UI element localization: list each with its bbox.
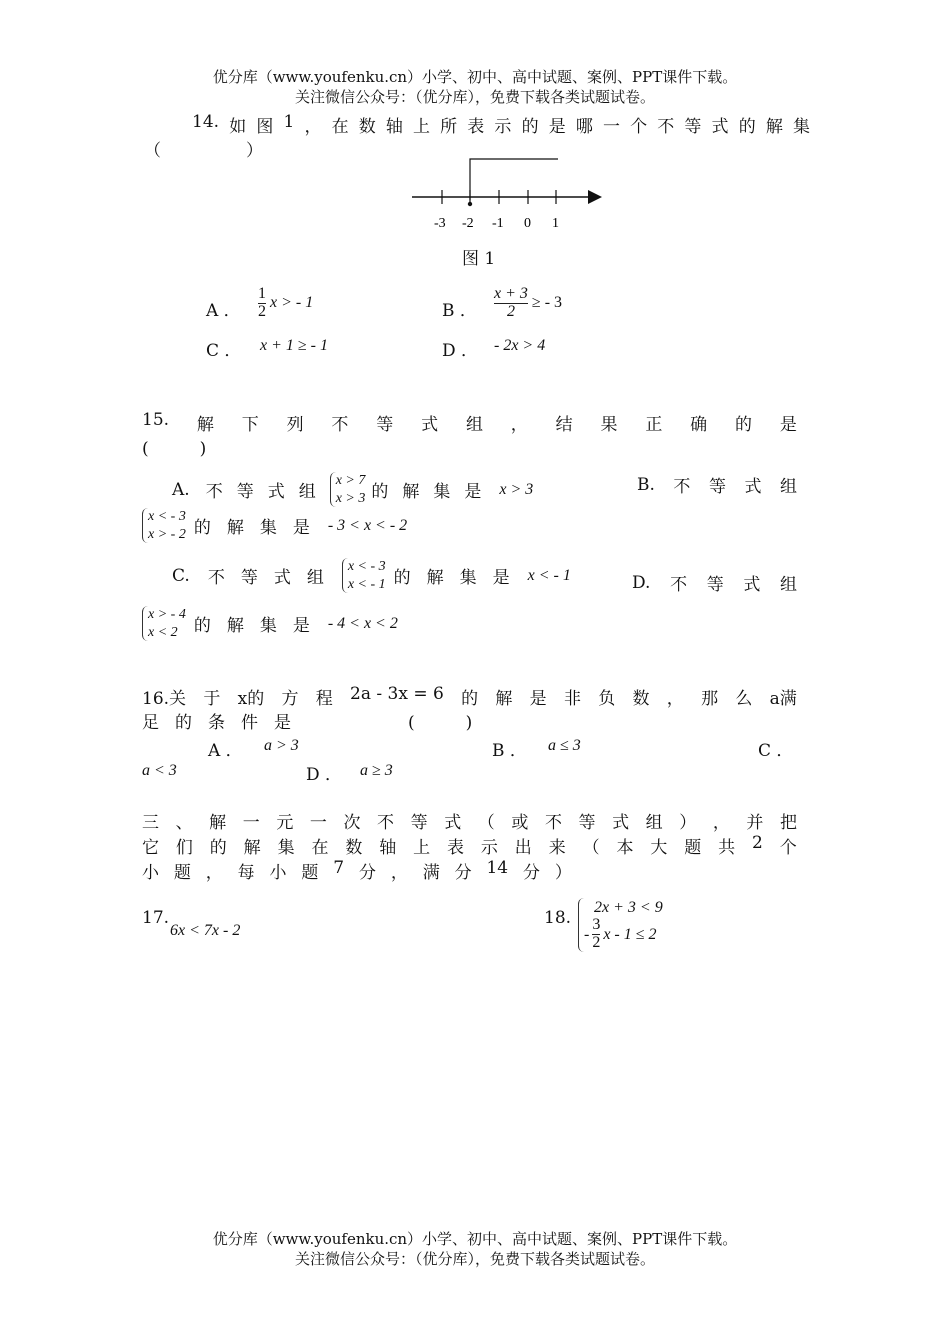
q14-stem-char: 示 [494,117,512,137]
section3-heading-line-2 [142,833,797,858]
q16-option-a-label: A ． [208,741,243,761]
tick-label: -2 [462,216,474,231]
section3-char: 题 [173,863,191,883]
footer-line-2: 关注微信公众号：（优分库），免费下载各类试题试卷。 [294,1250,655,1268]
tick-label: 1 [552,216,559,231]
section3-char: 满 [422,863,440,883]
q14-stem-char: 1 [283,112,295,132]
q14-stem-char: 等 [684,117,702,137]
section3-char: 出 [514,838,532,858]
tick-label: 0 [524,216,531,231]
q14-stem-char: 个 [630,117,648,137]
q16-stem-char: 足 [142,713,159,733]
section3-heading-line-3 [142,858,572,883]
q15-stem-char: 确 [690,415,708,435]
q15-stem-char: 等 [376,415,394,435]
q14-stem-char: 式 [711,117,729,137]
q14-stem-char: ， [304,117,322,137]
header-line-1: 优分库（www.youfenku.cn）小学、初中、高中试题、案例、PPT课件下载。 [212,68,738,86]
q14-stem-char: 所 [440,117,458,137]
q14-stem-char: 在 [331,117,349,137]
section3-char: 们 [175,838,193,858]
section3-char: 解 [209,813,227,833]
q15-stem-char: 15. [142,410,170,430]
q15-option-b-prefix: B. 不 等 式 组 [637,474,797,497]
section3-char: 三 [142,813,159,833]
q16-stem-line-2 [142,708,291,733]
tick-label: -1 [492,216,504,231]
section3-char: 解 [243,838,261,858]
q14-stem-char: 一 [602,117,620,137]
section3-char: （ [582,838,600,858]
section3-char: 上 [413,838,431,858]
section3-char: 来 [548,838,566,858]
q15-stem-char: 结 [555,415,573,435]
tick-label: -3 [434,216,446,231]
q15-option-a: A. 不 等 式 组 x > 7 x > 3 的 解 集 是 x > 3 [172,473,534,506]
q15-stem-char: 的 [735,415,753,435]
q15-option-d: x > - 4 x < 2 的 解 集 是 - 4 < x < 2 [142,606,398,641]
q16-option-d: a ≥ 3 [360,762,393,779]
q16-option-d-label: D ． [306,765,343,785]
section3-char: 一 [309,813,327,833]
section3-char: 本 [616,838,634,858]
q16-option-c-label: C ． [758,741,794,761]
section3-char: 题 [684,838,702,858]
section3-char: 不 [544,813,562,833]
q16-stem-char: 负 [598,689,616,709]
number-line-arrow-icon [588,190,602,204]
section3-char: 的 [209,838,227,858]
q15-stem-char: 不 [331,415,349,435]
number-line-figure [400,152,610,242]
section3-char: 2 [752,833,763,853]
q14-stem-char: 不 [657,117,675,137]
q14-stem-char: 的 [738,117,756,137]
section3-char: 元 [276,813,294,833]
q15-stem-char: ， [510,415,528,435]
section3-char: 小 [142,863,159,883]
q14-option-a-label: A ． [206,301,241,321]
q15-stem-char: 解 [196,415,214,435]
q16-stem-char: 方 [281,689,299,709]
q15-stem-char: 是 [779,415,797,435]
q15-stem [142,410,797,435]
q15-stem-char: 列 [286,415,304,435]
section3-char: 分 [454,863,472,883]
q18-system: 2x + 3 < 9 - $\frac{3}{2}$ x - 1 ≤ 2 [578,898,663,952]
section3-char: 轴 [379,838,397,858]
q14-answer-paren: （ ） [144,141,263,161]
solution-ray [470,159,558,200]
q16-stem-char: 那 [701,689,719,709]
section3-char: 分 [358,863,376,883]
q16-stem-char: 16.关 [142,689,187,709]
q15-a-system: x > 7 x > 3 [330,472,366,507]
q16-stem-char: 的 [461,689,479,709]
figure-caption: 图 1 [462,249,496,269]
section3-heading-line-1 [142,808,797,833]
q14-stem [192,112,810,137]
q16-stem-char: a满 [769,689,797,709]
q14-option-c-label: C ． [206,341,242,361]
q16-stem-char: 条 [208,713,225,733]
q14-option-b-label: B ． [442,301,477,321]
q14-option-d: - 2x > 4 [494,337,546,354]
section3-char: 不 [377,813,395,833]
q15-c-system: x < - 3 x < - 1 [342,558,386,593]
q16-stem-char: 程 [315,689,333,709]
q14-option-a: $\frac{1}{2}$ x > - 1 [258,285,314,320]
header-line-2: 关注微信公众号：（优分库），免费下载各类试题试卷。 [294,88,655,106]
section3-char: （ [477,813,495,833]
section3-char: ） [554,863,572,883]
q15-stem-char: 果 [600,415,618,435]
section3-char: 式 [444,813,462,833]
section3-char: 等 [578,813,596,833]
q17-expression: 6x < 7x - 2 [170,922,241,939]
q15-option-b: x < - 3 x > - 2 的 解 集 是 - 3 < x < - 2 [142,508,407,543]
section3-char: 把 [779,813,797,833]
q16-stem-char: 么 [735,689,753,709]
section3-char: 14 [486,858,509,878]
section3-char: ， [390,863,408,883]
q16-stem-char: 解 [495,689,513,709]
q16-option-b: a ≤ 3 [548,737,581,754]
section3-char: 它 [142,838,159,858]
q14-option-b: $\frac{x + 3}{2}$ ≥ - 3 [494,285,563,320]
q16-stem-char: 的 [175,713,192,733]
q14-stem-char: 解 [765,117,783,137]
q16-stem-char: 件 [241,713,258,733]
q15-stem-char: 下 [241,415,259,435]
q16-option-c: a < 3 [142,762,177,779]
footer-line-1: 优分库（www.youfenku.cn）小学、初中、高中试题、案例、PPT课件下载。 [212,1230,738,1248]
section3-char: 题 [301,863,319,883]
q16-option-b-label: B ． [492,741,527,761]
q14-option-c: x + 1 ≥ - 1 [260,337,329,354]
section3-char: 并 [746,813,764,833]
q14-stem-char: 集 [792,117,810,137]
q15-option-c: C. 不 等 式 组 x < - 3 x < - 1 的 解 集 是 x < - 1 [172,559,571,592]
section3-char: 表 [447,838,465,858]
section3-char: 式 [612,813,630,833]
q17-label: 17. [142,908,170,928]
q16-stem-char: 是 [274,713,291,733]
section3-char: ， [712,813,730,833]
q14-stem-char: 14. [192,112,220,132]
q18-label: 18. [544,908,572,928]
q14-stem-char: 如 [229,117,247,137]
q16-option-a: a > 3 [264,737,299,754]
section3-char: 每 [237,863,255,883]
q16-stem-char: 是 [529,689,547,709]
section3-char: 共 [718,838,736,858]
section3-char: 在 [311,838,329,858]
q14-stem-char: 是 [548,117,566,137]
section3-char: 组 [645,813,663,833]
section3-char: 数 [345,838,363,858]
q16-stem-char: 数 [632,689,650,709]
q14-stem-char: 数 [358,117,376,137]
section3-char: 个 [779,838,797,858]
q14-option-d-label: D ． [442,341,479,361]
section3-char: 7 [333,858,345,878]
section3-char: 集 [277,838,295,858]
q14-stem-char: 表 [467,117,485,137]
section3-char: ， [205,863,223,883]
section3-char: 大 [650,838,668,858]
q14-stem-char: 哪 [575,117,593,137]
q15-stem-char: 式 [421,415,439,435]
q16-stem-char: x的 [237,689,265,709]
section3-char: 示 [480,838,498,858]
q16-answer-paren: ( ) [408,713,473,733]
q16-stem-line-1 [142,684,797,709]
q16-stem-char: ， [666,689,684,709]
section3-char: 次 [343,813,361,833]
solid-point [468,202,472,206]
q14-stem-char: 轴 [385,117,403,137]
q15-d-system: x > - 4 x < 2 [142,606,186,641]
section3-char: 一 [242,813,260,833]
section3-char: 、 [175,813,193,833]
q16-stem-char: 2a - 3x = 6 [350,684,444,704]
q15-b-system: x < - 3 x > - 2 [142,508,186,543]
q15-answer-paren: ( ) [142,439,207,459]
q15-stem-char: 组 [465,415,483,435]
q15-stem-char: 正 [645,415,663,435]
q15-option-d-prefix: D. 不 等 式 组 [632,572,797,595]
q14-stem-char: 图 [256,117,274,137]
q14-stem-char: 的 [521,117,539,137]
section3-char: 小 [269,863,287,883]
q16-stem-char: 于 [203,689,221,709]
section3-char: 分 [522,863,540,883]
section3-char: 等 [410,813,428,833]
section3-char: 或 [511,813,529,833]
q16-stem-char: 非 [563,689,581,709]
section3-char: ） [679,813,697,833]
q14-stem-char: 上 [413,117,430,137]
